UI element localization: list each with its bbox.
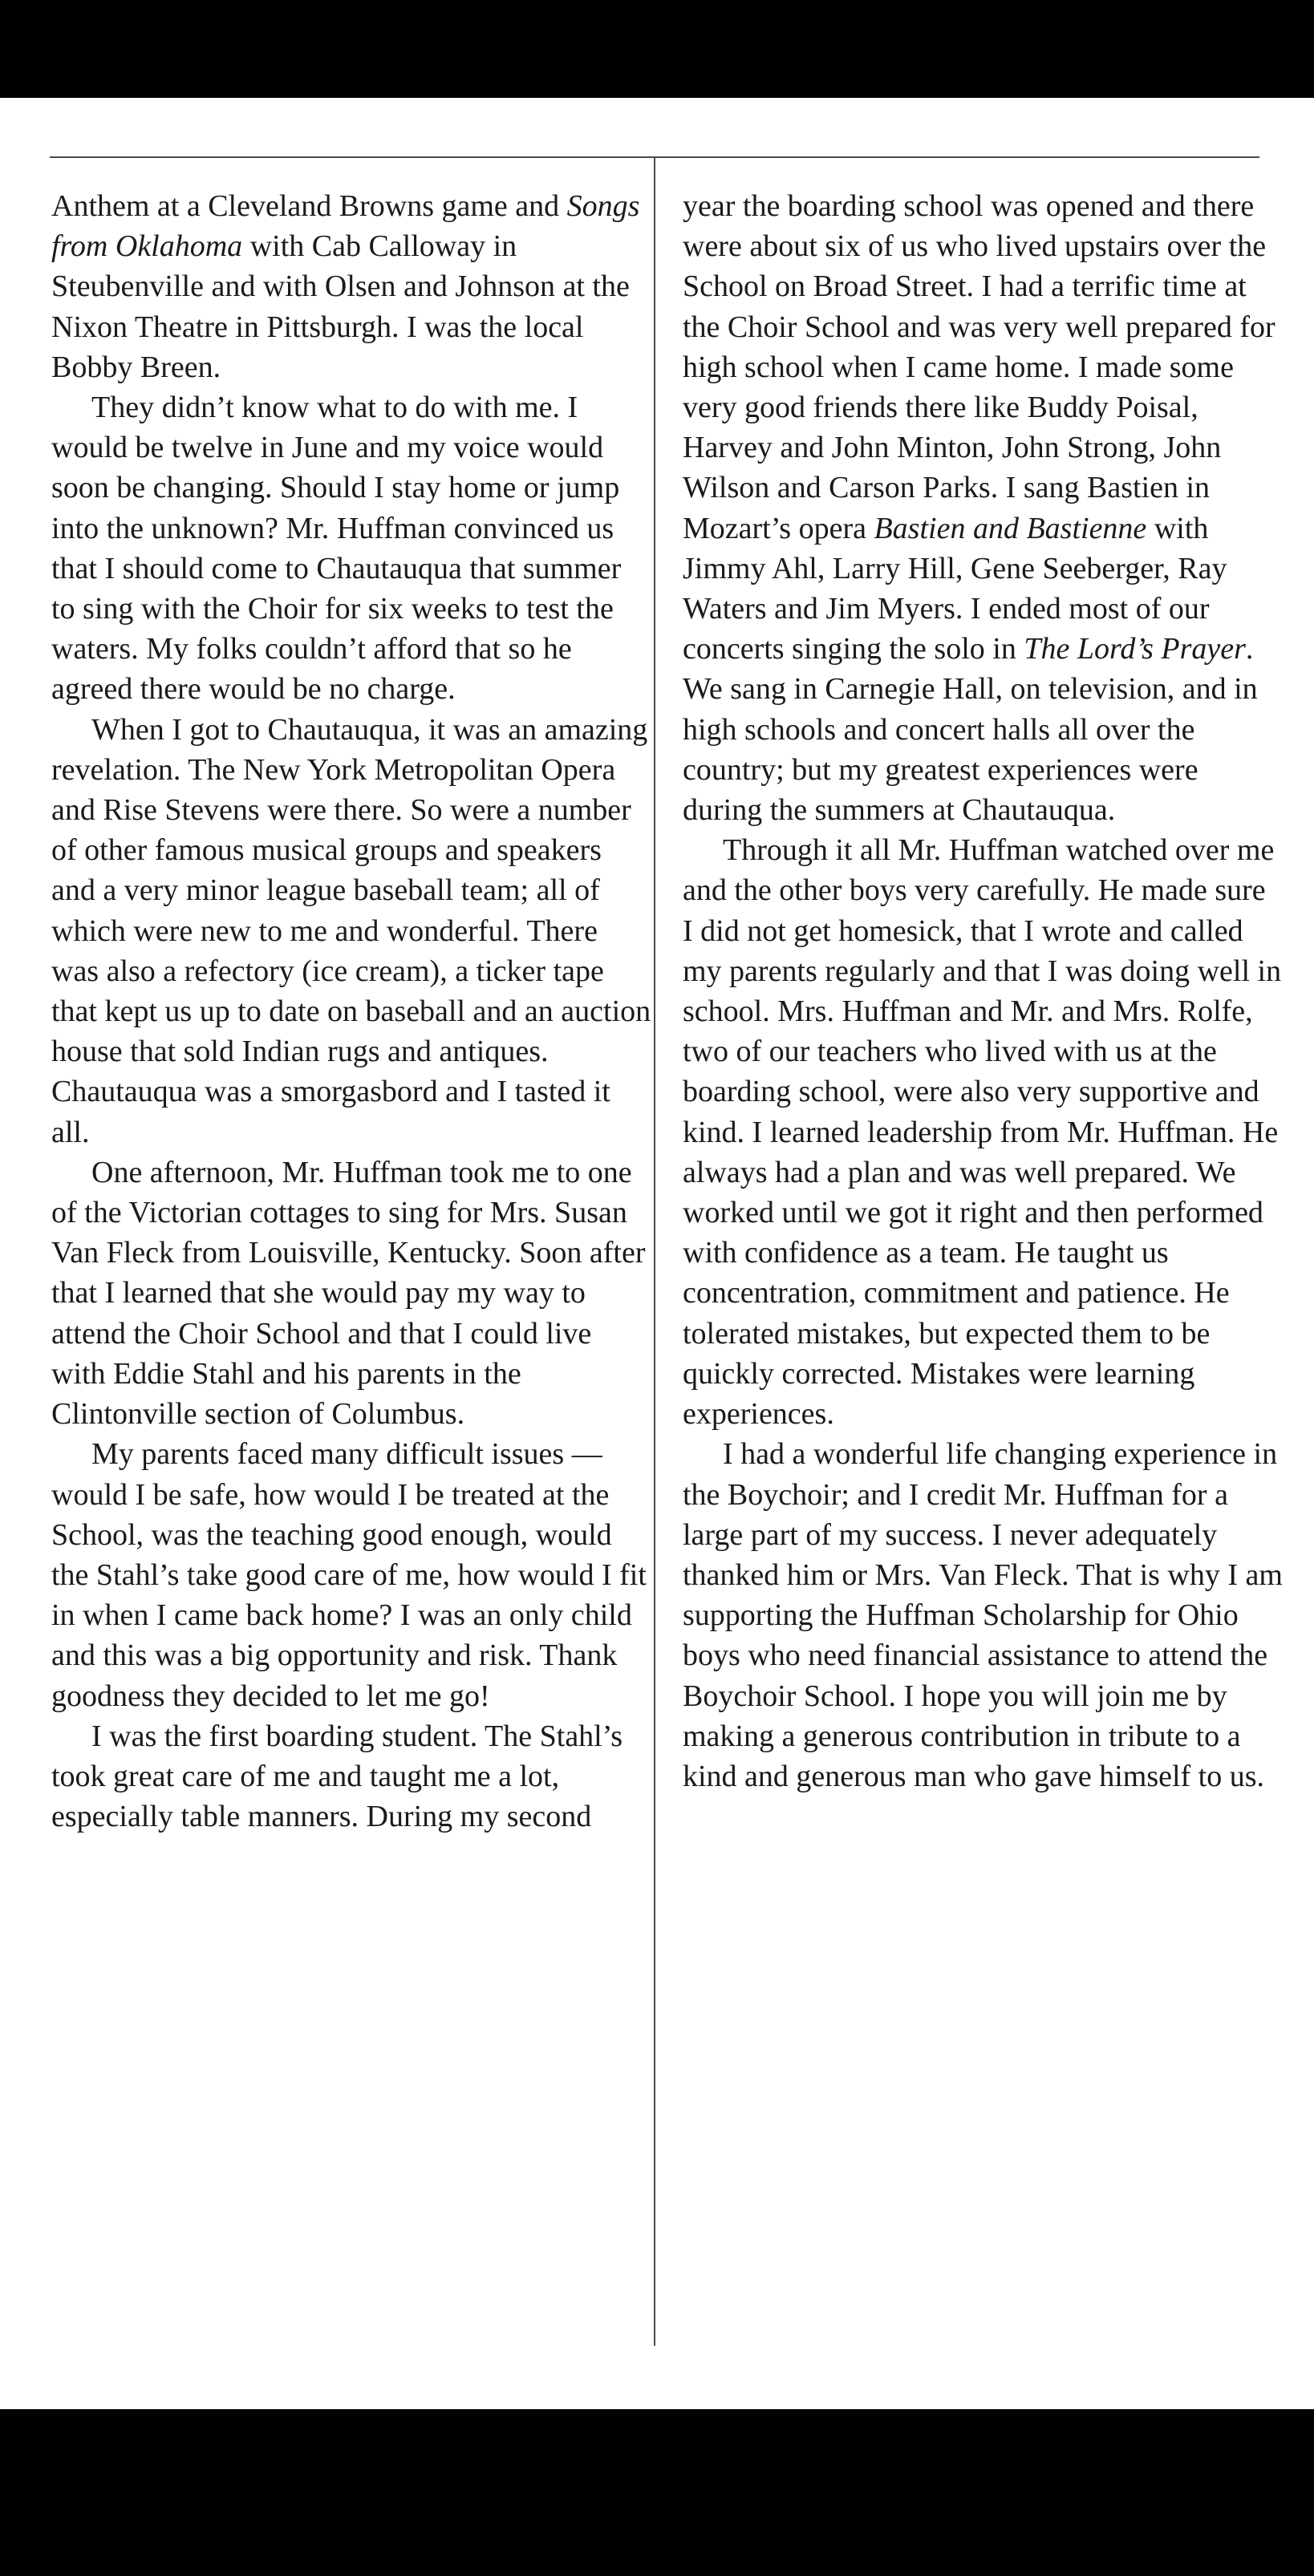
right-p1-opera-title: Bastien and Bastienne: [874, 511, 1147, 545]
left-paragraph-5: My parents faced many difficult issues — would I be safe, how would I be treated at the School, was the teaching good enough, would the Stahl’s take good care of me, how would I fit in when I came back home? I was an only child and this was a big opportunity and risk. Thank goodness they decided to let me go!: [51, 1437, 647, 1713]
left-paragraph-3: When I got to Chautauqua, it was an amazing revelation. The New York Metropolitan Opera and Rise Stevens were there. So were a number of other famous musical groups and speakers and a very minor league baseball team; all of which were new to me and wonderful. There was also a refectory (ice cream), a ticker tape that kept us up to date on baseball and an auction house that sold Indian rugs and antiques. Chautauqua was a smorgasbord and I tasted it all.: [51, 712, 651, 1149]
left-p1-title: Songs from Oklahoma: [51, 189, 640, 264]
left-paragraph-4: One afternoon, Mr. Huffman took me to one of the Victorian cottages to sing for Mrs. Susan Van Fleck from Louisville, Kentucky. Soon after that I learned that she would pay my way to attend the Choir School and that I could live with Eddie Stahl and his parents in the Clintonville section of Columbus.: [51, 1155, 646, 1432]
right-p1-song-title: The Lord’s Prayer: [1024, 632, 1246, 666]
left-p1-text-c: with Cab Calloway in Steubenville and with Olsen and Johnson at the Nixon Theatre in Pittsburgh. I was the local Bobby Breen.: [51, 229, 630, 384]
bottom-black-band: [0, 2409, 1314, 2576]
left-paragraph-6: I was the first boarding student. The Stahl’s took great care of me and taught me a lot, especially table manners. During my second: [51, 1719, 623, 1834]
left-p1-text-a: Anthem at a Cleveland Browns game and: [51, 189, 567, 223]
left-column: [51, 186, 651, 1837]
right-p1-text-c: with Jimmy Ahl, Larry Hill, Gene Seeberger, Ray Waters and Jim Myers. I ended most of our concerts singing the solo in: [683, 511, 1227, 666]
right-column: [683, 186, 1283, 1796]
column-divider: [654, 156, 655, 2346]
right-p1-text-a: year the boarding school was opened and there were about six of us who lived upstairs over the School on Broad Street. I had a terrific time at the Choir School and was very well prepared for high school when I came home. I made some very good friends there like Buddy Poisal, Harvey and John Minton, John Strong, John Wilson and Carson Parks. I sang Bastien in Mozart’s opera: [683, 189, 1275, 545]
right-paragraph-2: Through it all Mr. Huffman watched over me and the other boys very carefully. He made sure I did not get homesick, that I wrote and called my parents regularly and that I was doing well in school. Mrs. Huffman and Mr. and Mrs. Rolfe, two of our teachers who lived with us at the boarding school, were also very supportive and kind. I learned leadership from Mr. Huffman. He always had a plan and was well prepared. We worked until we got it right and then performed with confidence as a team. He taught us concentration, commitment and patience. He tolerated mistakes, but expected them to be quickly corrected. Mistakes were learning experiences.: [683, 833, 1282, 1432]
right-p1-text-e: . We sang in Carnegie Hall, on television, and in high schools and concert halls all over the country; but my greatest experiences were during the summers at Chautauqua.: [683, 632, 1258, 828]
right-paragraph-3: I had a wonderful life changing experience in the Boychoir; and I credit Mr. Huffman for a large part of my success. I never adequately thanked him or Mrs. Van Fleck. That is why I am supporting the Huffman Scholarship for Ohio boys who need financial assistance to attend the Boychoir School. I hope you will join me by making a generous contribution in tribute to a kind and generous man who gave himself to us.: [683, 1437, 1283, 1793]
right-paragraph-1: [683, 186, 1283, 830]
left-paragraph-2: They didn’t know what to do with me. I would be twelve in June and my voice would soon be changing. Should I stay home or jump into the unknown? Mr. Huffman convinced us that I should come to Chautauqua that summer to sing with the Choir for six weeks to test the waters. My folks couldn’t afford that so he agreed there would be no charge.: [51, 391, 622, 707]
left-paragraph-1: [51, 186, 651, 387]
top-black-band: [0, 0, 1314, 98]
